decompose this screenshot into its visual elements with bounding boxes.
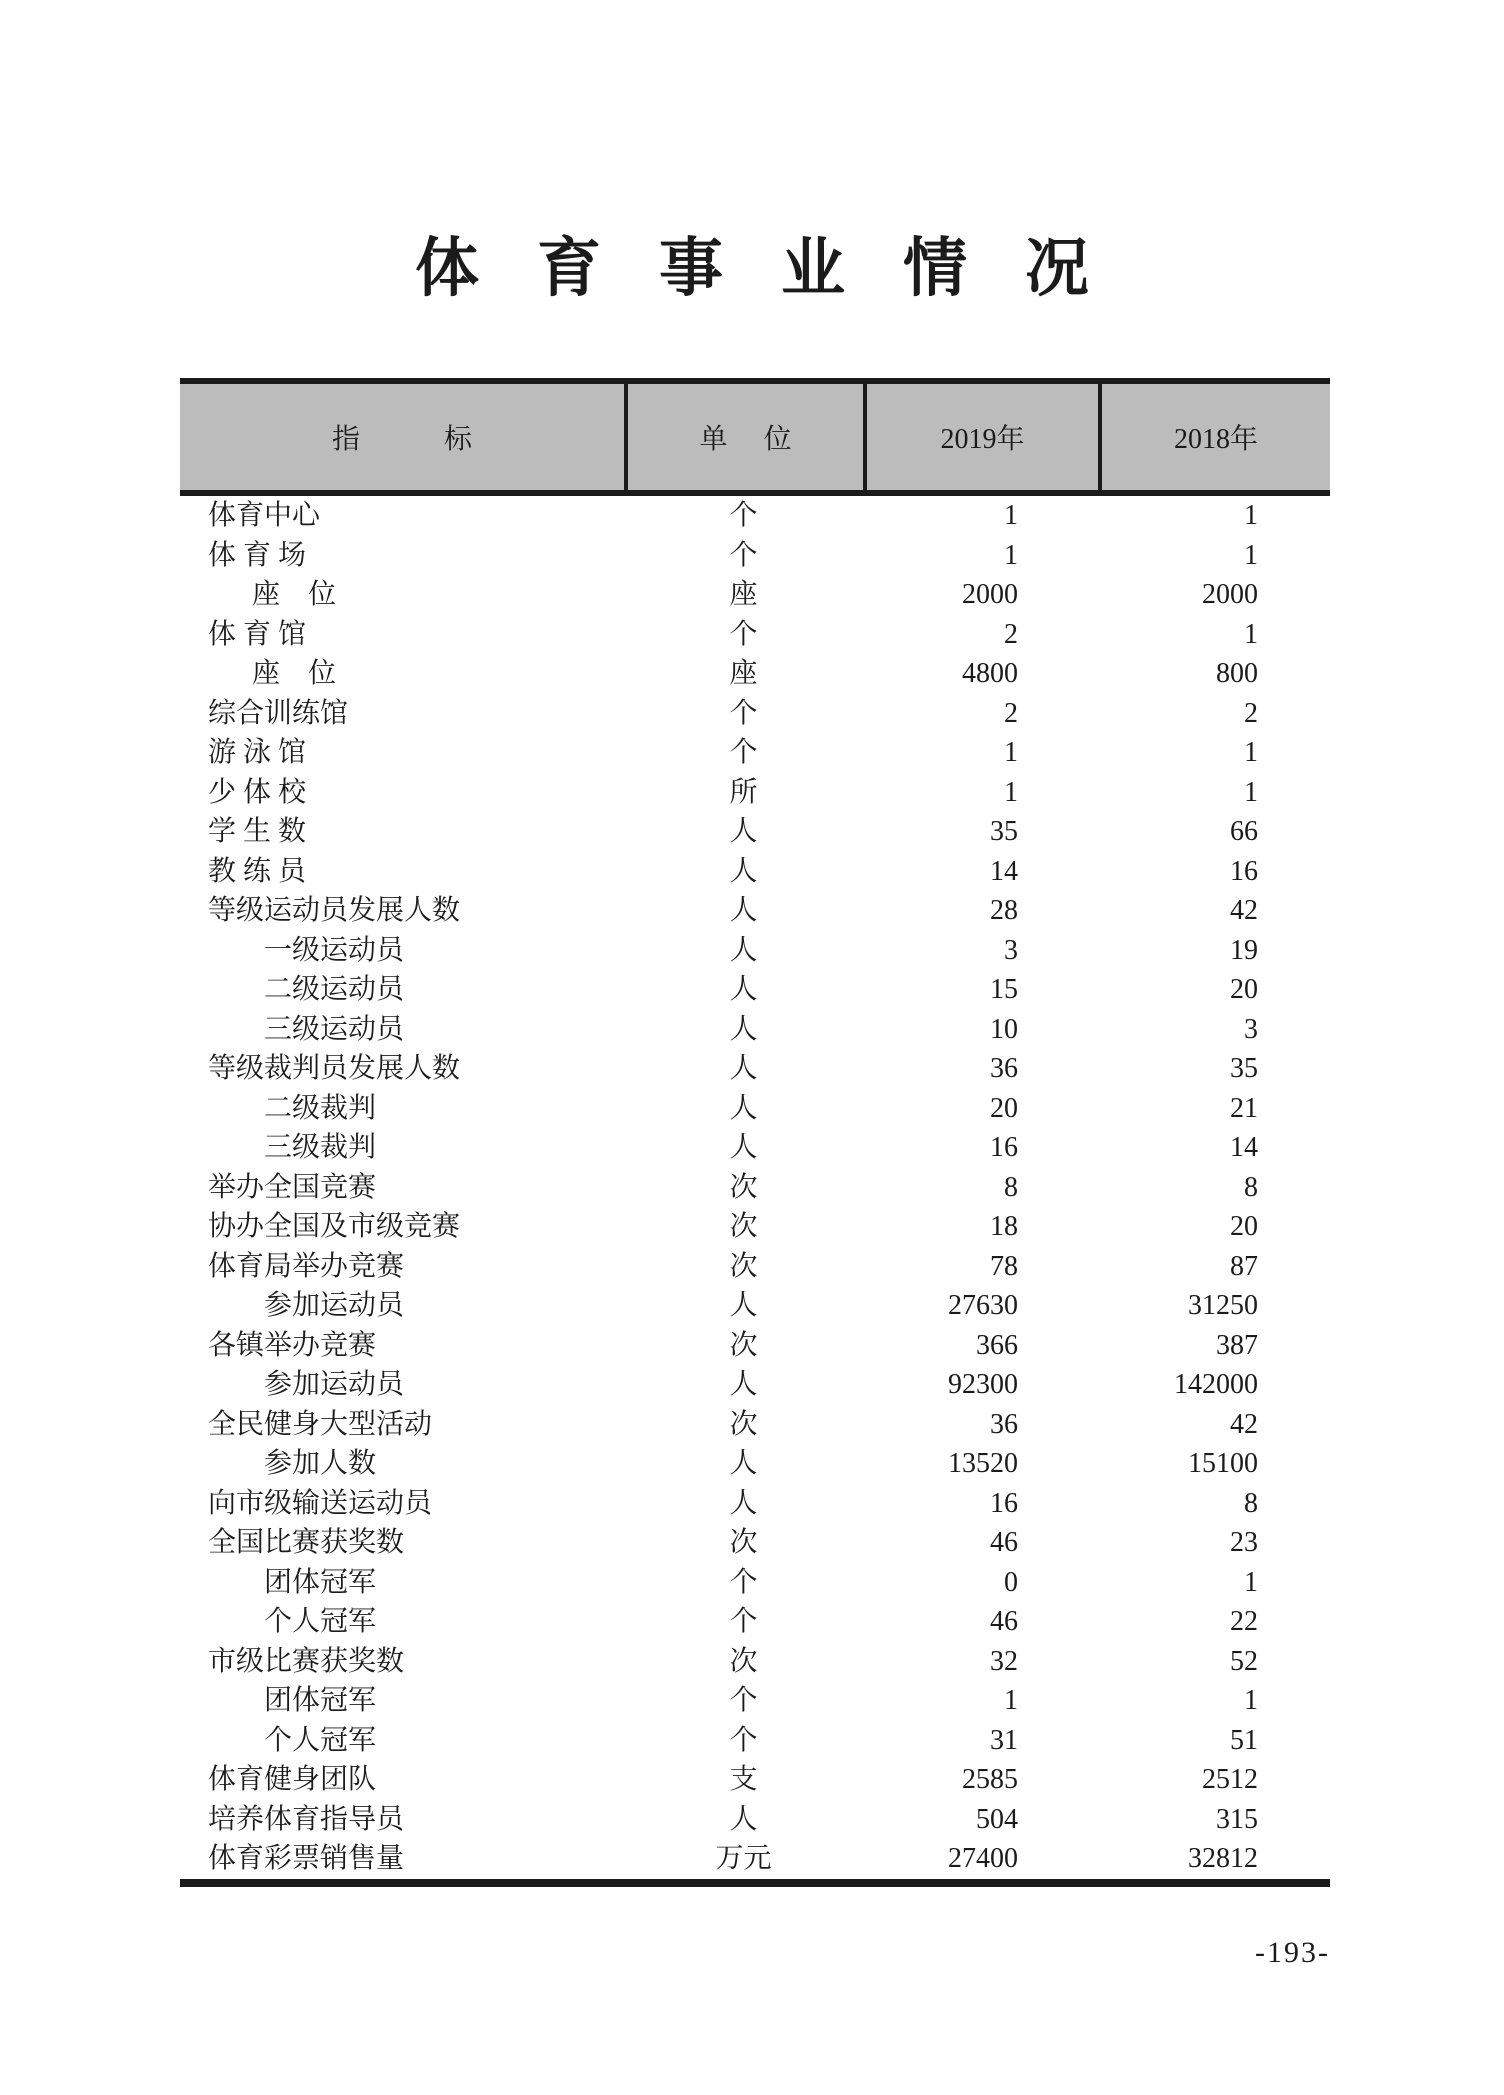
row-2019-value: 27400: [948, 1843, 1018, 1874]
row-indicator-label: 参加运动员: [264, 1290, 405, 1321]
table-row: [180, 1168, 1330, 1208]
row-2018-value: 1: [1244, 1566, 1258, 1598]
row-indicator-label: 团体冠军: [264, 1685, 377, 1716]
row-indicator-label: 各镇举办竞赛: [208, 1329, 377, 1361]
row-2019-value: 366: [976, 1329, 1018, 1361]
page-title: [0, 234, 1504, 304]
table-row: [180, 615, 1330, 655]
row-indicator-label: 体育中心: [208, 500, 321, 531]
row-indicator-label: 游 泳 馆: [208, 737, 307, 768]
table-row: [180, 1010, 1330, 1050]
table-row: [180, 1326, 1330, 1366]
row-2018-value: 1: [1244, 500, 1258, 531]
sports-statistics-table: [180, 378, 1330, 1887]
row-2018-value: 23: [1230, 1527, 1258, 1558]
row-unit-value: 人: [729, 1053, 758, 1084]
row-indicator-label: 体 育 馆: [208, 618, 307, 650]
page-number: -193-: [1255, 1936, 1330, 1969]
table-row: [180, 536, 1330, 576]
table-row: [180, 1049, 1330, 1089]
row-2019-value: 1: [1004, 539, 1018, 571]
row-unit-value: 个: [729, 1685, 758, 1716]
table-row: [180, 496, 1330, 536]
table-row: [180, 1089, 1330, 1129]
row-2019-value: 1: [1004, 776, 1018, 808]
table-row: [180, 575, 1330, 615]
row-indicator-label: 参加运动员: [264, 1369, 405, 1400]
row-2018-value: 52: [1230, 1645, 1258, 1677]
row-2019-value: 2585: [962, 1764, 1018, 1795]
row-indicator-label: 等级裁判员发展人数: [208, 1053, 461, 1084]
row-indicator-label: 培养体育指导员: [208, 1803, 405, 1835]
row-2018-value: 315: [1216, 1803, 1258, 1835]
table-row: [180, 1760, 1330, 1800]
header-cell-2018: [1098, 384, 1330, 490]
header-2019-label: 2019年: [940, 424, 1025, 455]
row-indicator-label: 学 生 数: [208, 816, 307, 847]
page-title-text: 体育事业情况: [415, 233, 1147, 304]
row-indicator-label: 三级裁判: [264, 1132, 377, 1163]
row-2019-value: 32: [990, 1645, 1018, 1677]
row-2018-value: 87: [1230, 1250, 1258, 1282]
row-unit-value: 人: [729, 1487, 758, 1519]
table-row: [180, 1128, 1330, 1168]
row-indicator-label: 综合训练馆: [208, 697, 349, 729]
row-indicator-label: 全民健身大型活动: [208, 1408, 433, 1440]
row-2018-value: 15100: [1188, 1448, 1258, 1479]
row-indicator-label: 座 位: [252, 579, 337, 610]
table-row: [180, 1286, 1330, 1326]
row-unit-value: 个: [729, 539, 758, 571]
row-2018-value: 19: [1230, 934, 1258, 966]
table-row: [180, 1602, 1330, 1642]
table-row: [180, 1800, 1330, 1840]
row-indicator-label: 体 育 场: [208, 539, 307, 571]
row-unit-value: 次: [729, 1645, 758, 1677]
table-row: [180, 733, 1330, 773]
row-2018-value: 2512: [1202, 1764, 1258, 1795]
row-2019-value: 1: [1004, 1685, 1018, 1716]
row-unit-value: 次: [729, 1527, 758, 1558]
row-unit-value: 人: [729, 1013, 758, 1045]
table-row: [180, 1563, 1330, 1603]
row-2019-value: 2: [1004, 618, 1018, 650]
row-2018-value: 51: [1230, 1724, 1258, 1756]
row-2019-value: 31: [990, 1724, 1018, 1756]
row-unit-value: 人: [729, 855, 758, 887]
row-2019-value: 27630: [948, 1290, 1018, 1321]
row-indicator-label: 个人冠军: [264, 1606, 377, 1637]
row-unit-value: 人: [729, 974, 758, 1005]
row-indicator-label: 座 位: [252, 658, 337, 689]
row-indicator-label: 向市级输送运动员: [208, 1487, 433, 1519]
row-indicator-label: 少 体 校: [208, 776, 307, 808]
row-2019-value: 13520: [948, 1448, 1018, 1479]
row-unit-value: 座: [729, 658, 758, 689]
row-2019-value: 78: [990, 1250, 1018, 1282]
table-row: [180, 1642, 1330, 1682]
row-2019-value: 18: [990, 1211, 1018, 1242]
row-unit-value: 个: [729, 697, 758, 729]
row-unit-value: 人: [729, 816, 758, 847]
row-2018-value: 1: [1244, 539, 1258, 571]
row-unit-value: 人: [729, 1092, 758, 1124]
row-indicator-label: 等级运动员发展人数: [208, 895, 461, 926]
header-indicator-label: 指标: [331, 424, 556, 455]
row-unit-value: 次: [729, 1171, 758, 1203]
row-2018-value: 2000: [1202, 579, 1258, 610]
row-indicator-label: 教 练 员: [208, 855, 307, 887]
row-unit-value: 个: [729, 737, 758, 768]
row-2018-value: 20: [1230, 1211, 1258, 1242]
table-row: [180, 891, 1330, 931]
row-2018-value: 1: [1244, 618, 1258, 650]
row-unit-value: 人: [729, 1803, 758, 1835]
table-row: [180, 1247, 1330, 1287]
row-2018-value: 14: [1230, 1132, 1258, 1163]
row-2019-value: 16: [990, 1487, 1018, 1519]
row-2018-value: 1: [1244, 776, 1258, 808]
row-2019-value: 8: [1004, 1171, 1018, 1203]
row-2019-value: 92300: [948, 1369, 1018, 1400]
row-indicator-label: 市级比赛获奖数: [208, 1645, 405, 1677]
row-indicator-label: 二级裁判: [264, 1092, 377, 1124]
row-2019-value: 36: [990, 1408, 1018, 1440]
row-2018-value: 42: [1230, 895, 1258, 926]
header-2018-label: 2018年: [1173, 424, 1258, 455]
header-cell-indicator: [180, 384, 624, 490]
row-2019-value: 14: [990, 855, 1018, 887]
row-unit-value: 个: [729, 618, 758, 650]
row-2018-value: 16: [1230, 855, 1258, 887]
row-2019-value: 10: [990, 1013, 1018, 1045]
row-2018-value: 2: [1244, 697, 1258, 729]
table-row: [180, 694, 1330, 734]
row-2019-value: 15: [990, 974, 1018, 1005]
row-2019-value: 46: [990, 1527, 1018, 1558]
row-unit-value: 人: [729, 1290, 758, 1321]
row-unit-value: 次: [729, 1329, 758, 1361]
row-2019-value: 28: [990, 895, 1018, 926]
row-unit-value: 人: [729, 1132, 758, 1163]
row-2019-value: 36: [990, 1053, 1018, 1084]
header-cell-2019: [863, 384, 1098, 490]
table-row: [180, 1721, 1330, 1761]
row-indicator-label: 三级运动员: [264, 1013, 405, 1045]
table-row: [180, 970, 1330, 1010]
row-indicator-label: 体育局举办竞赛: [208, 1250, 405, 1282]
row-indicator-label: 协办全国及市级竞赛: [208, 1211, 461, 1242]
row-unit-value: 次: [729, 1211, 758, 1242]
table-row: [180, 812, 1330, 852]
row-indicator-label: 二级运动员: [264, 974, 405, 1005]
table-row: [180, 1444, 1330, 1484]
row-2018-value: 21: [1230, 1092, 1258, 1124]
row-indicator-label: 个人冠军: [264, 1724, 377, 1756]
table-row: [180, 1839, 1330, 1879]
row-2019-value: 3: [1004, 934, 1018, 966]
row-unit-value: 所: [729, 776, 758, 808]
row-2019-value: 504: [976, 1803, 1018, 1835]
row-2019-value: 2000: [962, 579, 1018, 610]
row-2018-value: 31250: [1188, 1290, 1258, 1321]
row-unit-value: 人: [729, 895, 758, 926]
row-unit-value: 个: [729, 1724, 758, 1756]
row-2019-value: 16: [990, 1132, 1018, 1163]
table-row: [180, 1681, 1330, 1721]
row-unit-value: 人: [729, 1369, 758, 1400]
row-unit-value: 次: [729, 1408, 758, 1440]
header-unit-label: 单位: [699, 424, 828, 455]
row-unit-value: 座: [729, 579, 758, 610]
row-2019-value: 35: [990, 816, 1018, 847]
row-2019-value: 1: [1004, 737, 1018, 768]
row-2018-value: 42: [1230, 1408, 1258, 1440]
row-2018-value: 387: [1216, 1329, 1258, 1361]
row-2019-value: 1: [1004, 500, 1018, 531]
row-2018-value: 20: [1230, 974, 1258, 1005]
row-2018-value: 3: [1244, 1013, 1258, 1045]
table-row: [180, 1484, 1330, 1524]
row-2018-value: 35: [1230, 1053, 1258, 1084]
row-2018-value: 800: [1216, 658, 1258, 689]
table-header-row: [180, 378, 1330, 496]
row-indicator-label: 举办全国竞赛: [208, 1171, 377, 1203]
row-2018-value: 8: [1244, 1487, 1258, 1519]
table-row: [180, 1207, 1330, 1247]
row-indicator-label: 体育彩票销售量: [208, 1843, 405, 1874]
row-2018-value: 22: [1230, 1606, 1258, 1637]
row-2018-value: 8: [1244, 1171, 1258, 1203]
row-unit-value: 次: [729, 1250, 758, 1282]
row-unit-value: 个: [729, 500, 758, 531]
table-body: [180, 496, 1330, 1887]
row-2019-value: 0: [1004, 1566, 1018, 1598]
table-row: [180, 654, 1330, 694]
row-indicator-label: 体育健身团队: [208, 1764, 377, 1795]
row-2018-value: 32812: [1188, 1843, 1258, 1874]
table-row: [180, 1365, 1330, 1405]
row-unit-value: 个: [729, 1566, 758, 1598]
header-cell-unit: [624, 384, 863, 490]
row-indicator-label: 全国比赛获奖数: [208, 1527, 405, 1558]
row-2018-value: 66: [1230, 816, 1258, 847]
row-2019-value: 2: [1004, 697, 1018, 729]
row-2018-value: 1: [1244, 737, 1258, 768]
row-unit-value: 个: [729, 1606, 758, 1637]
table-row: [180, 852, 1330, 892]
row-2018-value: 142000: [1174, 1369, 1258, 1400]
row-2019-value: 4800: [962, 658, 1018, 689]
row-indicator-label: 团体冠军: [264, 1566, 377, 1598]
row-indicator-label: 一级运动员: [264, 934, 405, 966]
row-unit-value: 万元: [715, 1843, 772, 1874]
row-2019-value: 20: [990, 1092, 1018, 1124]
row-unit-value: 人: [729, 934, 758, 966]
row-unit-value: 人: [729, 1448, 758, 1479]
table-row: [180, 931, 1330, 971]
row-unit-value: 支: [729, 1764, 758, 1795]
row-2019-value: 46: [990, 1606, 1018, 1637]
row-2018-value: 1: [1244, 1685, 1258, 1716]
table-row: [180, 1523, 1330, 1563]
table-row: [180, 1405, 1330, 1445]
table-row: [180, 773, 1330, 813]
row-indicator-label: 参加人数: [264, 1448, 377, 1479]
